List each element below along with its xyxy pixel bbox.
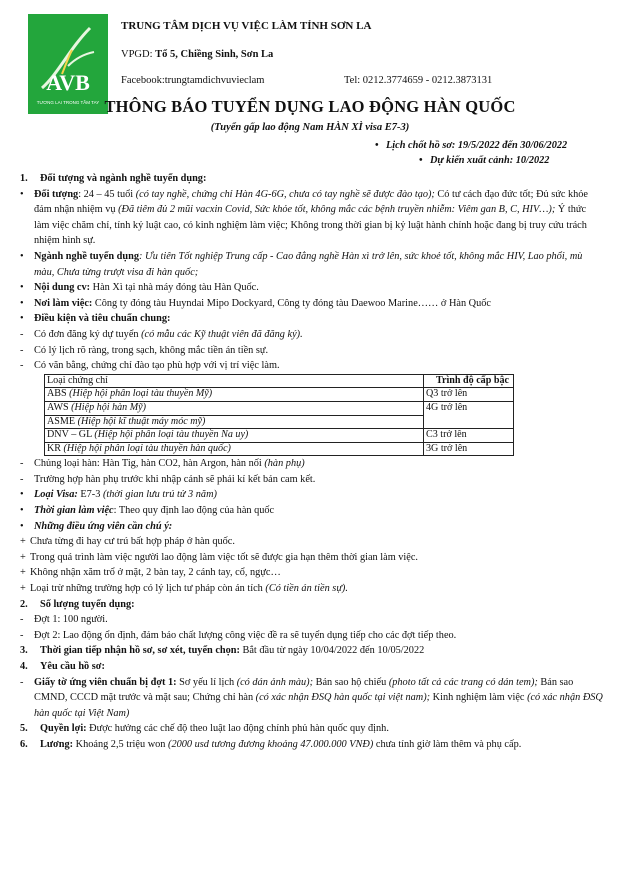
page-subtitle: (Tuyển gấp lao động Nam HÀN XÌ visa E7-3) [210,122,410,133]
page-title: THÔNG BÁO TUYỂN DỤNG LAO ĐỘNG HÀN QUỐC [104,97,516,116]
table-row: KR (Hiệp hội phân loại tàu thuyền hàn quốc) 3G trở lên [45,442,514,456]
bullet-nganh-nghe: • Ngành nghề tuyển dụng: Ưu tiên Tốt nghiệp Trung cấp - Cao đẳng nghề Hàn xì trở lên, sức khoẻ tốt, không mắc HIV, Lao phổi, mù màu, Chưa từng trượt visa đi hàn quốc; [20,250,583,278]
section-2-heading: 2. Số lượng tuyển dụng: [20,598,135,610]
bullet-icon: • [20,250,24,262]
plus-item: + Không nhận xăm trổ ở mặt, 2 bàn tay, 2 cánh tay, cổ, ngực… [20,567,281,579]
certificate-table [44,374,514,457]
bullet-chu-y: • Những điều ứng viên cần chú ý: [20,519,603,535]
dash-item: - Chủng loại hàn: Hàn Tig, hàn CO2, hàn Argon, hàn nối (hàn phụ) [20,458,305,470]
org-name: TRUNG TÂM DỊCH VỤ VIỆC LÀM TỈNH SƠN LA [121,20,372,32]
section-5-heading: 5. Quyền lợi: Được hưởng các chế độ theo luật lao động chính phủ hàn quốc quy định. [20,723,389,735]
table-row: ASME (Hiệp hội kĩ thuật máy móc mỹ) [45,415,514,429]
plus-item: + Loại trừ những trường hợp có lý lịch tư pháp còn án tích (Có tiền án tiền sự). [20,583,348,595]
dash-item: - Giấy tờ ứng viên chuẩn bị đợt 1: Sơ yếu lí lịch (có dán ảnh màu); Bản sao hộ chiếu (photo tất cả các trang có dán tem); Bản sao CMND, CCCD mặt trước và mặt sau; Chứng chỉ hàn (có xác nhận ĐSQ hàn quốc tại việt nam); Kinh nghiệm làm việc (có xác nhận ĐSQ hàn quốc tại Việt Nam) [20,676,603,719]
bullet-icon: • [20,297,24,309]
section-1-heading: 1. Đối tượng và ngành nghề tuyển dụng: [20,173,207,184]
dash-item: - Đợt 1: 100 người. [20,614,108,626]
table-header-cell: Loại chứng chỉ [45,374,424,388]
section-6-heading: 6. Lương: Khoảng 2,5 triệu won (2000 usd tương đương khoảng 47.000.000 VNĐ) chưa tính giờ làm thêm và phụ cấp. [20,738,522,750]
dash-item: - Có văn bằng, chứng chỉ đào tạo phù hợp với vị trí việc làm. [20,360,280,372]
deadline-note: • Lịch chốt hồ sơ: 19/5/2022 đến 30/06/2022 [386,140,567,151]
plus-item: + Chưa từng đi hay cư trú bất hợp pháp ở hàn quốc. [20,536,235,548]
bullet-icon: • [20,188,24,200]
bullet-icon: • [20,313,24,325]
table-header-row [45,374,514,388]
dash-item: - Có lý lịch rõ ràng, trong sạch, không mắc tiền án tiền sự. [20,344,269,356]
table-row: DNV – GL (Hiệp hội phân loại tàu thuyền Na uy) C3 trở lên [45,429,514,443]
document-body [20,171,603,753]
svg-text:AVB: AVB [46,70,90,95]
bullet-visa: • Loại Visa: E7-3 (thời gian lưu trú tử 3 năm) [20,487,603,503]
departure-note: • Dự kiến xuất cảnh: 10/2022 [430,155,549,166]
table-header-cell: Trình độ cấp bậc [424,374,514,388]
bullet-thoi-gian: • Thời gian làm việc: Theo quy định lao động của hàn quốc [20,503,603,519]
plus-item: + Trong quá trình làm việc người lao động làm việc tốt sẽ được gia hạn thêm thời gian làm việc. [20,551,418,563]
dash-item: - Có đơn đăng ký dự tuyển (có mẫu các Kỹ thuật viên đã đăng ký). [20,328,303,340]
bullet-doituong: • Đối tượng: 24 – 45 tuổi (có tay nghề, chứng chỉ Hàn 4G-6G, chưa có tay nghề sẽ được đào tạo); Có tư cách đạo đức tốt; Đủ sức khỏe đảm nhận nhiệm vụ (Đã tiêm đủ 2 mũi vacxin Covid, Sức khỏe tốt, không mắc các bệnh truyền nhiễm: Viêm gan B, C, HIV…); Ý thức làm việc chăm chỉ, tính kỷ luật cao, có kinh nghiệm làm việc; Không trong thời gian bị kỷ luật hành chính hoặc đang bị truy cứu trách nhiệm hình sự. [20,188,589,247]
bullet-icon: • [20,505,24,517]
dash-item: - Trường hợp hàn phụ trước khi nhập cảnh sẽ phải kí kết bản cam kết. [20,473,316,485]
svg-text:TƯƠNG LAI TRONG TẦM TAY: TƯƠNG LAI TRONG TẦM TAY [36,100,100,105]
bullet-noi-lam-viec: • Nơi làm việc: Công ty đóng tàu Huyndai Mipo Dockyard, Công ty đóng tàu Daewoo Marine…… ở Hàn Quốc [20,296,603,312]
dash-item: - Đợt 2: Lao động ổn định, đảm bảo chất lượng công việc đề ra sẽ tuyển dụng tiếp cho các đợt tiếp theo. [20,629,457,641]
bullet-icon: • [20,282,24,294]
phone-numbers: Tel: 0212.3774659 - 0212.3873131 [344,75,493,86]
table-row: ABS (Hiệp hội phân loại tàu thuyền Mỹ) Q3 trở lên [45,388,514,402]
bullet-dieu-kien: • Điều kiện và tiêu chuẩn chung: [20,311,603,327]
bullet-icon: • [20,489,24,501]
bullet-icon: • [20,520,24,532]
facebook-link[interactable]: Facebook:trungtamdichvuvieclam [121,75,265,86]
section-4-heading: 4. Yêu cầu hồ sơ: [20,661,105,672]
org-address: VPGD: Tổ 5, Chiềng Sinh, Sơn La [121,49,274,60]
table-row: AWS (Hiệp hội hàn Mỹ) 4G trở lên [45,401,514,415]
bullet-noi-dung: • Nội dung cv: Hàn Xì tại nhà máy đóng tàu Hàn Quốc. [20,280,603,296]
section-3-heading: 3. Thời gian tiếp nhận hồ sơ, sơ xét, tuyển chọn: Bắt đầu từ ngày 10/04/2022 đến 10/05/2022 [20,645,425,657]
